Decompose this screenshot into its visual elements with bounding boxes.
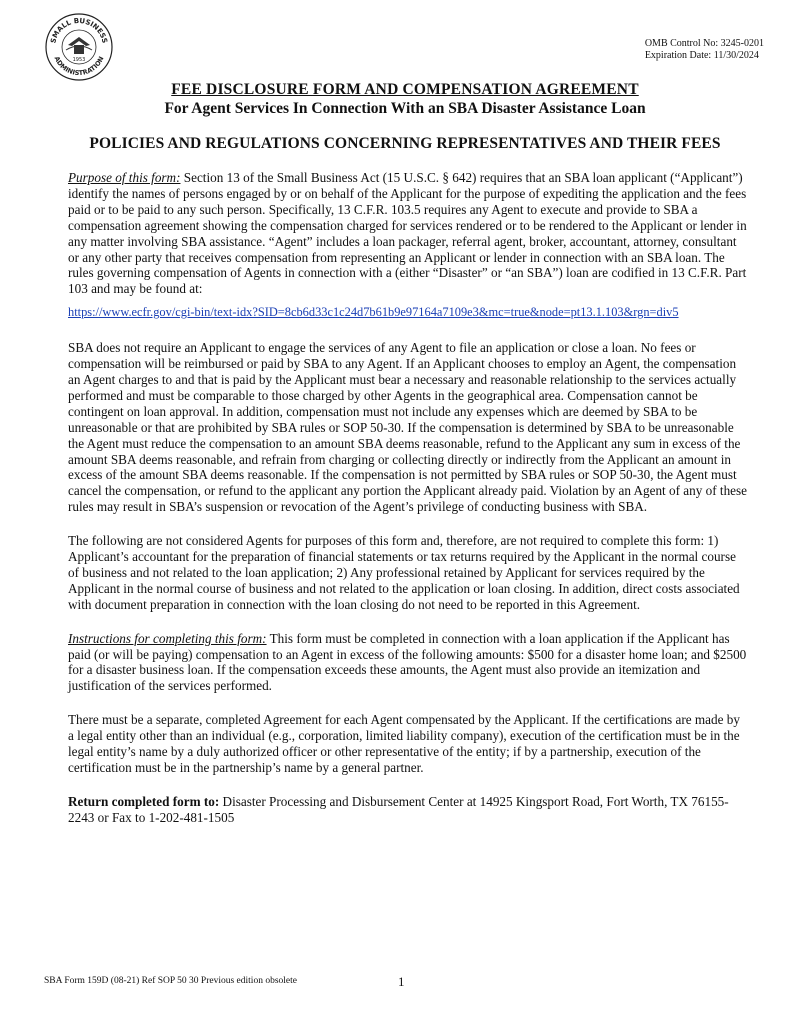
form-title: FEE DISCLOSURE FORM AND COMPENSATION AGREEMENT	[171, 81, 639, 98]
form-subtitle: For Agent Services In Connection With an SBA Disaster Assistance Loan	[164, 100, 646, 117]
svg-text:1953: 1953	[72, 57, 86, 63]
instructions-paragraph	[68, 631, 748, 695]
not-agents-paragraph: The following are not considered Agents for purposes of this form and, therefore, are not required to complete this form: 1) Applicant’s accountant for the preparation of financial statements or tax returns required by the Applicant in the normal course of business and not related to the loan application; 2) Any professional retained by Applicant for services required by the Applicant in the normal course of business and not related to the application or loan closing. In addition, direct costs associated with document preparation in connection with the loan closing do not need to be reported in this Agreement.	[68, 533, 740, 612]
return-text: Disaster Processing and Disbursement Center at 14925 Kingsport Road, Fort Worth, TX 76155-2243 or Fax to 1-202-481-1505	[68, 793, 729, 825]
title-block	[0, 80, 810, 153]
section-heading: POLICIES AND REGULATIONS CONCERNING REPRESENTATIVES AND THEIR FEES	[89, 135, 721, 152]
form-identifier: SBA Form 159D (08-21) Ref SOP 50 30 Previous edition obsolete	[44, 976, 297, 986]
purpose-text: Section 13 of the Small Business Act (15 U.S.C. § 642) requires that an SBA loan applicant (“Applicant”) identify the names of persons engaged by or on behalf of the Applicant for the purpose of expediting the application and the fees paid or to be paid to any such person. Specifically, 13 C.F.R. 103.5 requires any Agent to execute and provide to SBA a compensation agreement showing the compensation charged for services rendered or to be rendered to the Applicant or lender in any matter involving SBA assistance. “Agent” includes a loan packager, referral agent, broker, accountant, attorney, consultant or any other party that receives compensation from representing an Applicant or lender in connection with an SBA loan. The rules governing compensation of Agents in connection with a (either “Disaster” or “an SBA”) loan are codified in 13 C.F.R. Part 103 and may be found at:	[68, 170, 747, 297]
page-number: 1	[398, 974, 405, 989]
instructions-text: This form must be completed in connection with a loan application if the Applicant has paid (or will be paying) compensation to an Agent in excess of the following amounts: $500 for a disaster home loan; and $2500 for a disaster business loan. If the compensation exceeds these amounts, the Agent must also provide an itemization and justification of the services performed.	[68, 630, 747, 694]
svg-text:SMALL BUSINESS: SMALL BUSINESS	[49, 16, 109, 45]
svg-text:ADMINISTRATION: ADMINISTRATION	[52, 55, 106, 78]
ecfr-link[interactable]: https://www.ecfr.gov/cgi-bin/text-idx?SID=8cb6d33c1c24d7b61b9e97164a7109e3&mc=true&node=pt13.1.103&rgn=div5	[68, 305, 679, 320]
purpose-paragraph	[68, 170, 748, 297]
instructions-lead: Instructions for completing this form:	[68, 630, 267, 646]
sba-seal-icon	[44, 12, 114, 82]
expiration-date: Expiration Date: 11/30/2024	[644, 50, 759, 61]
return-paragraph	[68, 794, 748, 826]
sba-requirements-paragraph: SBA does not require an Applicant to engage the services of any Agent to file an application or close a loan. No fees or compensation will be reimbursed or paid by SBA to any Agent. If an Applicant chooses to employ an Agent, the compensation an Agent charges to and that is paid by the Applicant must bear a necessary and reasonable relationship to the services actually performed and must be comparable to those charged by other Agents in the geographical area. Compensation cannot be contingent on loan approval. In addition, compensation must not include any expenses which are deemed by SBA to be unreasonable or that are prohibited by SBA rules or SOP 50-30. If the compensation is determined by SBA to be unreasonable the Agent must reduce the compensation to an amount SBA deems reasonable, refund to the Applicant any sum in excess of the amount SBA deems reasonable, and refrain from charging or collecting directly or indirectly from the Applicant an amount in excess of the amount SBA deems reasonable. If the compensation is not permitted by SBA rules or SOP 50-30, the Agent must cancel the compensation, or refund to the applicant any portion the Applicant already paid. Violation by an Agent of any of these rules may result in SBA’s suspension or revocation of the Agent’s privilege of conducting business with SBA.	[68, 340, 748, 515]
separate-agreement-paragraph: There must be a separate, completed Agreement for each Agent compensated by the Applicant. If the certifications are made by a legal entity other than an individual (e.g., corporation, limited liability company), execution of the certification must be in the legal entity’s name by a duly authorized officer or other representative of the entity; if by a partnership, execution of the certification must be in the partnership’s name by a general partner.	[68, 712, 740, 775]
body-text	[68, 170, 748, 844]
omb-control-number: OMB Control No: 3245-0201	[644, 38, 764, 49]
return-label: Return completed form to:	[68, 793, 220, 809]
purpose-lead: Purpose of this form:	[68, 170, 181, 185]
omb-info	[645, 38, 764, 62]
